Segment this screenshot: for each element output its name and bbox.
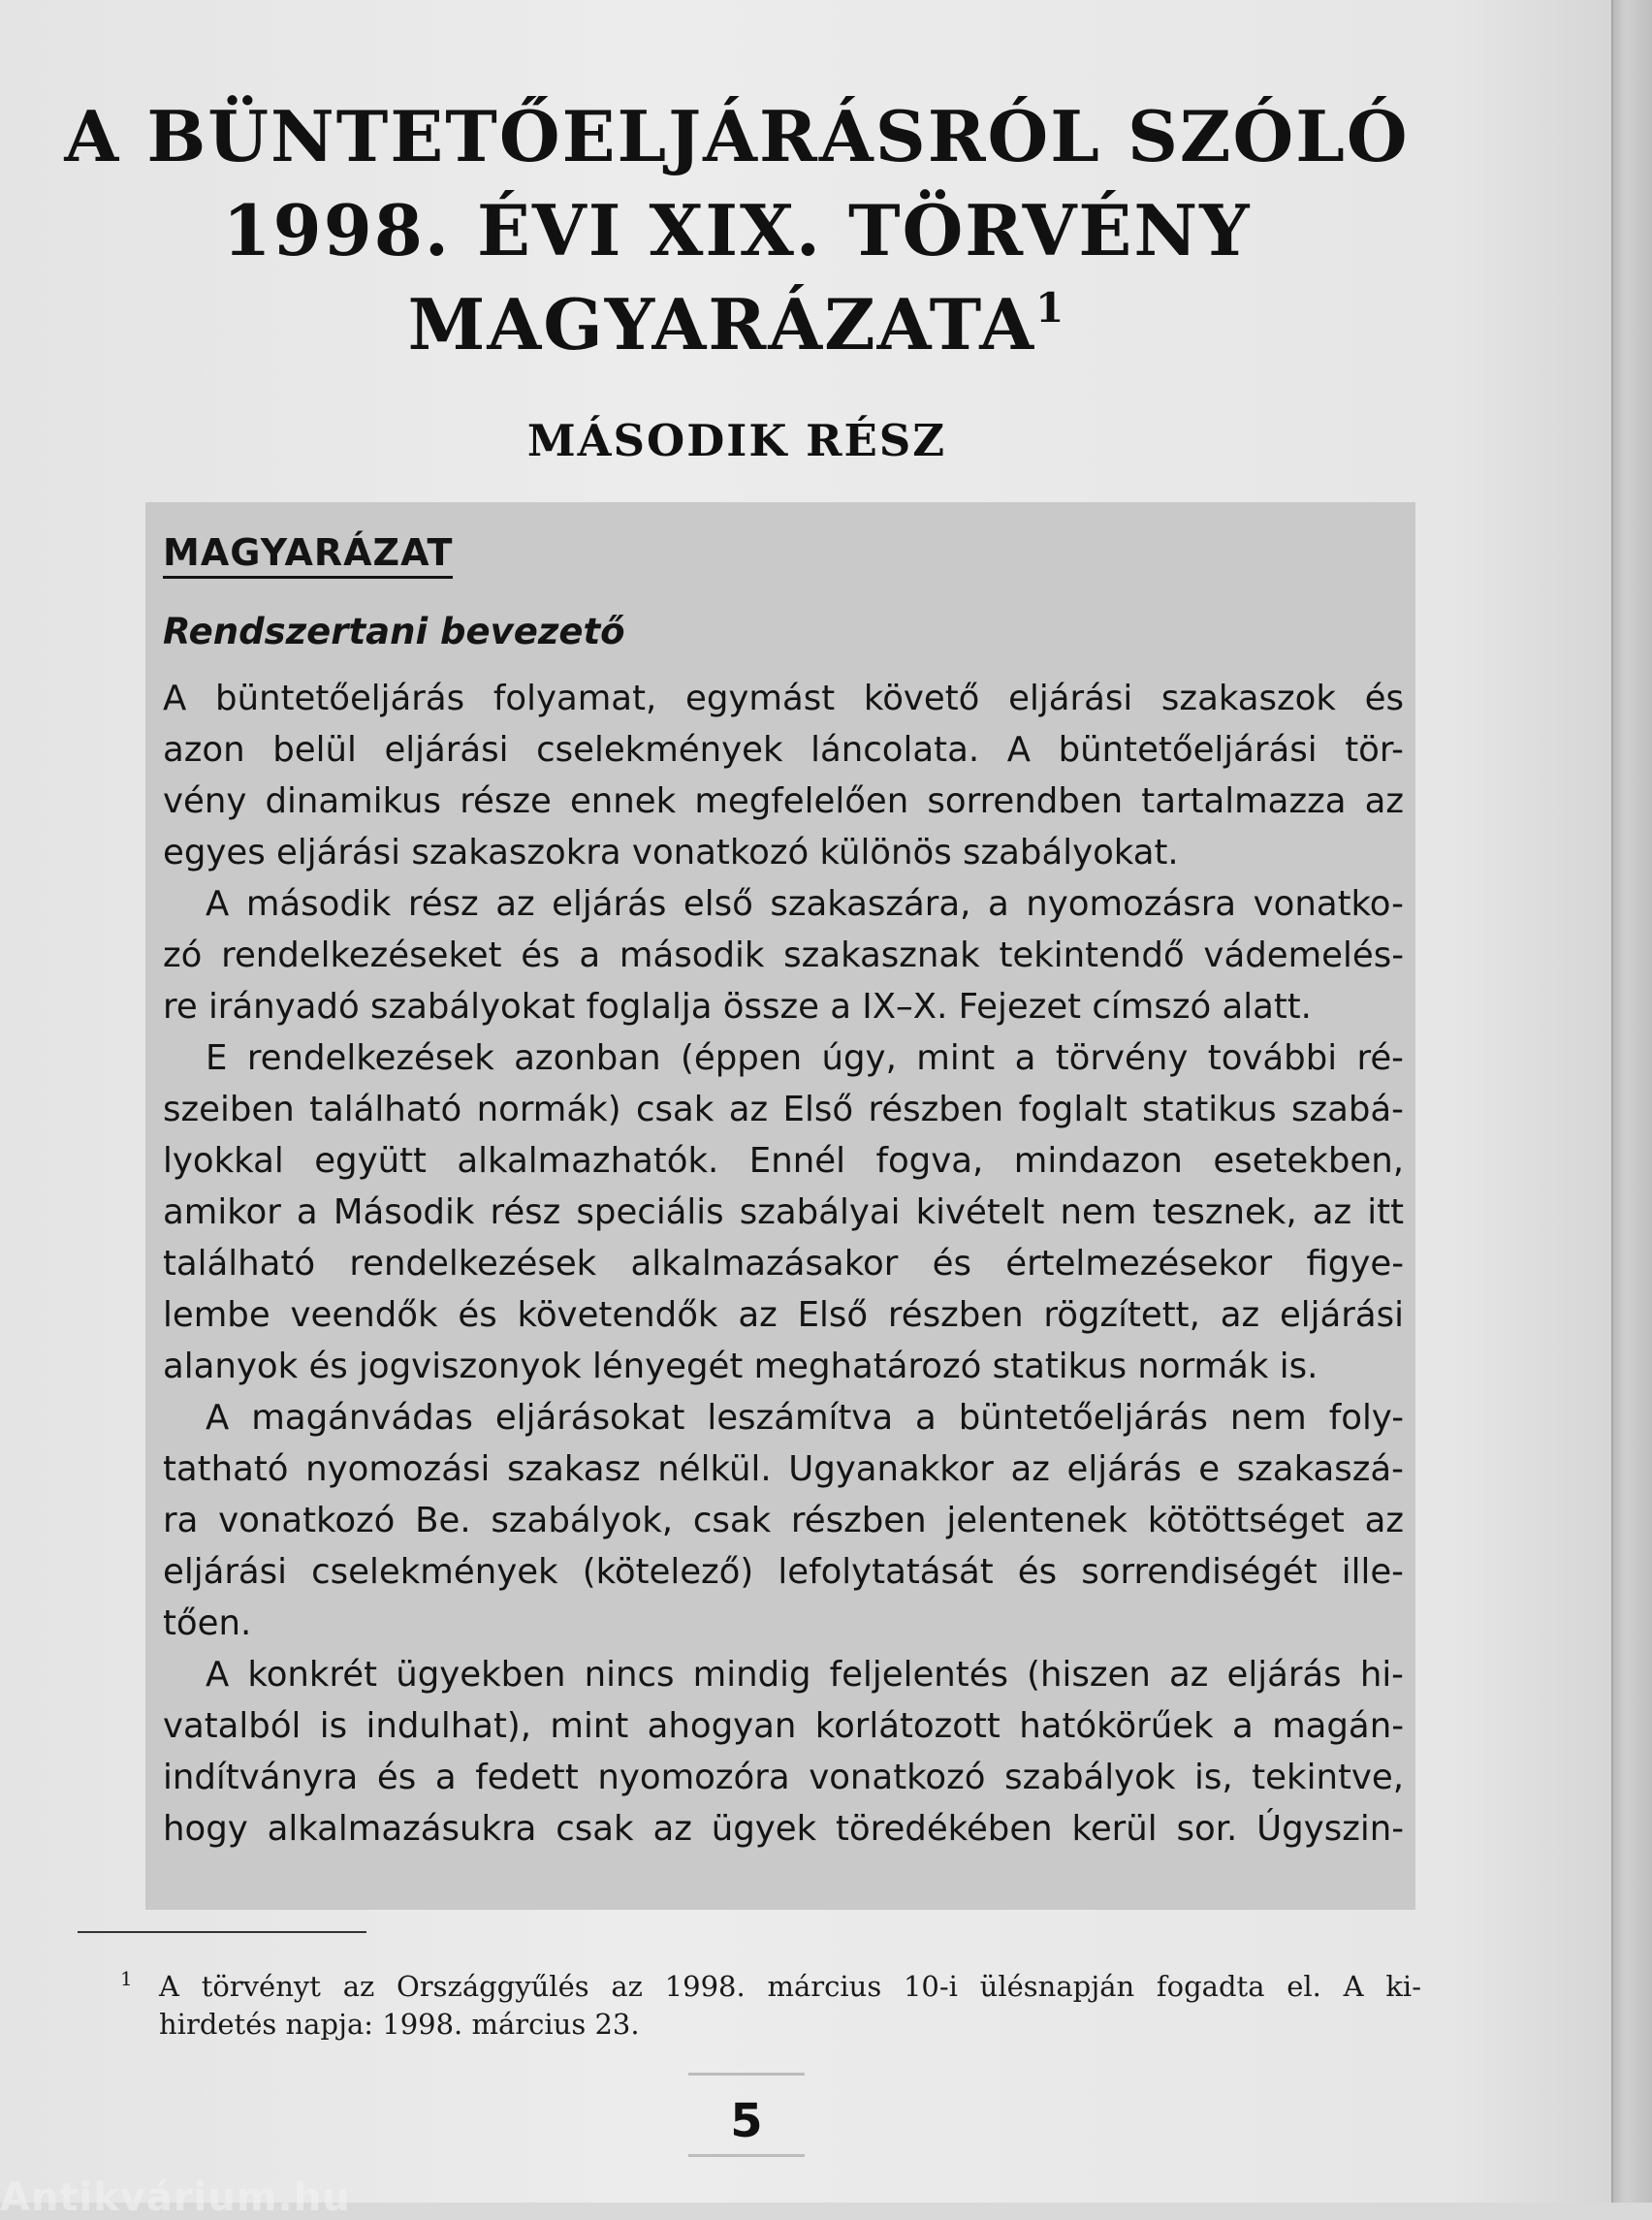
- footnote: [122, 1968, 1421, 2044]
- title-line-1: A BÜNTETŐELJÁRÁSRÓL SZÓLÓ: [64, 95, 1410, 177]
- body-line: zó rendelkezéseket és a második szakasznak tekintendő vádemelés-: [163, 936, 1404, 975]
- title-footnote-ref: 1: [1035, 284, 1066, 332]
- body-line: lembe veendők és követendők az Első részben rögzített, az eljárási: [163, 1295, 1404, 1335]
- body-line: tően.: [163, 1603, 252, 1643]
- body-text: [163, 673, 1404, 1855]
- footnote-mark: 1: [120, 1967, 133, 1990]
- body-line: A konkrét ügyekben nincs mindig feljelentés (hiszen az eljárás hi-: [206, 1655, 1404, 1695]
- page-number-rule-bottom: [688, 2154, 805, 2157]
- page-edge: [1611, 0, 1652, 2203]
- body-line: található rendelkezések alkalmazásakor és értelmezésekor figye-: [163, 1244, 1404, 1284]
- body-line: indítványra és a fedett nyomozóra vonatkozó szabályok is, tekintve,: [163, 1758, 1404, 1797]
- body-line: tatható nyomozási szakasz nélkül. Ugyanakkor az eljárás e szakaszá-: [163, 1449, 1404, 1489]
- body-line: azon belül eljárási cselekmények láncolata. A büntetőeljárási tör-: [163, 730, 1404, 770]
- footnote-line-2: hirdetés napja: 1998. március 23.: [159, 2008, 640, 2041]
- title-line-3: [58, 277, 1415, 371]
- section-heading: MAGYARÁZAT: [163, 531, 453, 579]
- body-line: hogy alkalmazásukra csak az ügyek töredékében kerül sor. Úgyszin-: [163, 1809, 1404, 1849]
- body-line: A magánvádas eljárásokat leszámítva a büntetőeljárás nem foly-: [206, 1398, 1404, 1438]
- page-title: [58, 89, 1415, 371]
- part-title: MÁSODIK RÉSZ: [526, 415, 947, 466]
- subheading: Rendszertani bevezető: [163, 611, 625, 652]
- body-line: A második rész az eljárás első szakaszára, a nyomozásra vonatko-: [206, 884, 1404, 924]
- body-line: vatalból is indulhat), mint ahogyan korlátozott hatókörűek a magán-: [163, 1706, 1404, 1746]
- watermark: Antikvárium.hu: [0, 2175, 351, 2220]
- body-line: E rendelkezések azonban (éppen úgy, mint a törvény további ré-: [206, 1038, 1404, 1078]
- page-number: 5: [730, 2094, 763, 2148]
- body-line: vény dinamikus része ennek megfelelően sorrendben tartalmazza az: [163, 781, 1404, 821]
- body-line: re irányadó szabályokat foglalja össze a IX–X. Fejezet címszó alatt.: [163, 987, 1312, 1027]
- footnote-divider: [78, 1931, 366, 1933]
- body-line: A büntetőeljárás folyamat, egymást követő eljárási szakaszok és: [163, 679, 1404, 718]
- body-line: alanyok és jogviszonyok lényegét meghatározó statikus normák is.: [163, 1347, 1318, 1386]
- title-line-3-text: MAGYARÁZATA: [407, 283, 1036, 365]
- title-line-2: 1998. ÉVI XIX. TÖRVÉNY: [222, 189, 1252, 271]
- body-line: ra vonatkozó Be. szabályok, csak részben jelentenek kötöttséget az: [163, 1501, 1404, 1540]
- footnote-line-1: A törvényt az Országgyűlés az 1998. március 10-i ülésnapján fogadta el. A ki-: [159, 1970, 1421, 2003]
- body-line: eljárási cselekmények (kötelező) lefolytatását és sorrendiségét ille-: [163, 1552, 1404, 1592]
- page-number-rule-top: [688, 2073, 805, 2076]
- body-line: szeiben található normák) csak az Első részben foglalt statikus szabá-: [163, 1090, 1404, 1129]
- body-line: amikor a Második rész speciális szabályai kivételt nem tesznek, az itt: [163, 1192, 1404, 1232]
- body-line: lyokkal együtt alkalmazhatók. Ennél fogva, mindazon esetekben,: [163, 1141, 1404, 1181]
- body-line: egyes eljárási szakaszokra vonatkozó különös szabályokat.: [163, 833, 1179, 872]
